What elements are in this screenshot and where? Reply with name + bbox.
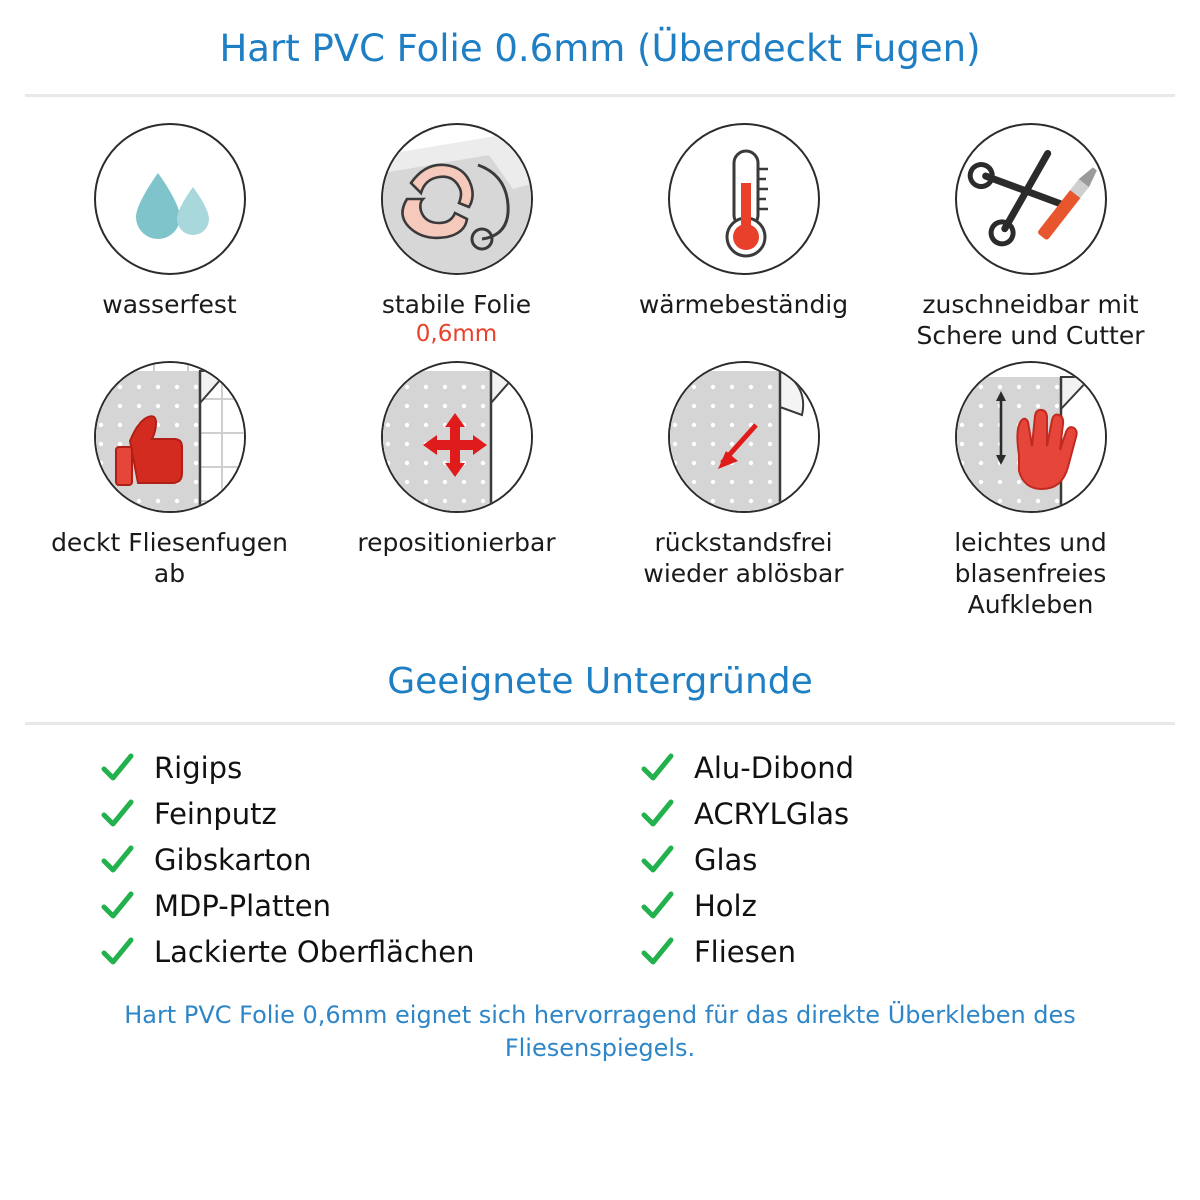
list-item-label: Glas	[694, 843, 758, 877]
check-icon	[640, 843, 674, 877]
list-item	[640, 883, 1120, 929]
check-icon	[100, 935, 134, 969]
feature-repositionierbar	[313, 361, 600, 620]
feature-label: stabile Folie	[381, 290, 532, 319]
hand-smooth-icon	[955, 361, 1107, 513]
feature-blasenfreies-aufkleben	[887, 361, 1174, 620]
list-item	[640, 745, 1120, 791]
feature-label: leichtes und blasenfreies Aufkleben	[954, 528, 1107, 619]
list-item-label: MDP-Platten	[154, 889, 331, 923]
divider-top	[25, 94, 1175, 97]
list-item-label: Fliesen	[694, 935, 796, 969]
list-item-label: ACRYLGlas	[694, 797, 850, 831]
feature-label: deckt Fliesenfugen ab	[51, 528, 288, 588]
substrates-right-column	[640, 745, 1120, 975]
scissors-cutter-icon	[955, 123, 1107, 275]
list-item	[100, 837, 580, 883]
check-icon	[640, 935, 674, 969]
list-item	[640, 929, 1120, 975]
list-item	[100, 791, 580, 837]
check-icon	[100, 889, 134, 923]
thumb-up-tile-icon	[94, 361, 246, 513]
list-item	[100, 883, 580, 929]
water-drops-icon	[94, 123, 246, 275]
feature-label: rückstandsfrei wieder ablösbar	[643, 528, 844, 588]
feature-label: zuschneidbar mit Schere und Cutter	[916, 290, 1145, 350]
peel-arrow-icon	[668, 361, 820, 513]
feature-label: repositionierbar	[357, 528, 556, 557]
check-icon	[100, 797, 134, 831]
check-icon	[100, 843, 134, 877]
feature-deckt-fliesenfugen	[26, 361, 313, 620]
move-arrows-icon	[381, 361, 533, 513]
list-item	[640, 791, 1120, 837]
feature-waermebestaendig	[600, 123, 887, 351]
list-item-label: Alu-Dibond	[694, 751, 855, 785]
check-icon	[640, 797, 674, 831]
list-item-label: Rigips	[154, 751, 243, 785]
feature-label: wasserfest	[102, 290, 237, 319]
feature-stabile-folie	[313, 123, 600, 351]
thermometer-icon	[668, 123, 820, 275]
list-item	[100, 745, 580, 791]
list-item	[100, 929, 580, 975]
divider-mid	[25, 722, 1175, 725]
check-icon	[100, 751, 134, 785]
feature-sublabel: 0,6mm	[415, 321, 498, 347]
feature-wasserfest	[26, 123, 313, 351]
list-item-label: Lackierte Oberflächen	[154, 935, 475, 969]
header	[0, 0, 1200, 72]
feature-label: wärmebeständig	[638, 290, 849, 319]
strong-arm-icon	[381, 123, 533, 275]
page-title: Hart PVC Folie 0.6mm (Überdeckt Fugen)	[219, 27, 981, 70]
feature-zuschneidbar	[887, 123, 1174, 351]
feature-grid	[0, 123, 1200, 620]
substrates-lists	[0, 745, 1200, 975]
list-item	[640, 837, 1120, 883]
list-item-label: Feinputz	[154, 797, 277, 831]
section-title: Geeignete Untergründe	[387, 661, 813, 702]
footer-note: Hart PVC Folie 0,6mm eignet sich hervorragend für das direkte Überkleben des Fliesenspiegels.	[124, 1001, 1076, 1062]
list-item-label: Holz	[694, 889, 757, 923]
check-icon	[640, 889, 674, 923]
check-icon	[640, 751, 674, 785]
feature-rueckstandsfrei	[600, 361, 887, 620]
substrates-left-column	[100, 745, 580, 975]
list-item-label: Gibskarton	[154, 843, 312, 877]
